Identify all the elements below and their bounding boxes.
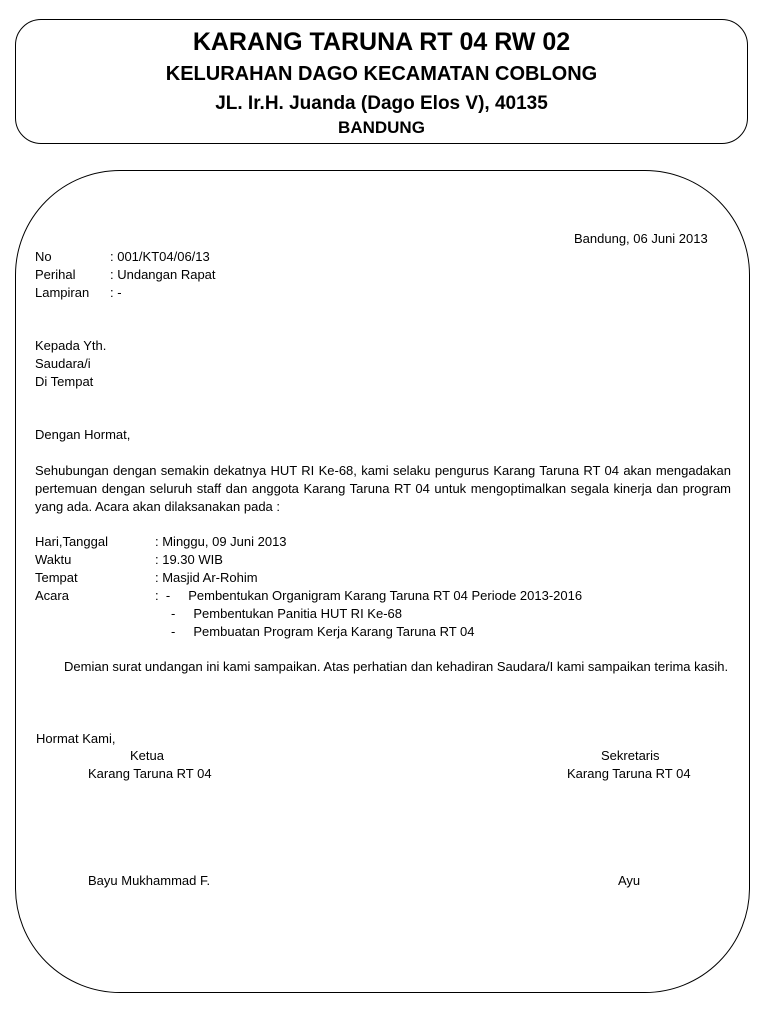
meta-value-lampiran: : - — [110, 285, 122, 300]
meta-value-perihal: : Undangan Rapat — [110, 267, 216, 282]
letter-frame — [15, 170, 750, 993]
recipient-line: Kepada Yth. — [35, 338, 107, 353]
left-signatory-org: Karang Taruna RT 04 — [88, 766, 212, 781]
left-signatory-role: Ketua — [130, 748, 164, 763]
salutation: Hormat Kami, — [36, 731, 116, 746]
letterhead — [15, 19, 748, 144]
agenda-item: - Pembuatan Program Kerja Karang Taruna RT 04 — [171, 624, 475, 639]
right-signatory-role: Sekretaris — [601, 748, 660, 763]
detail-value: : Minggu, 09 Juni 2013 — [155, 534, 287, 549]
city-line: BANDUNG — [338, 118, 425, 137]
detail-label: Hari,Tanggal — [35, 534, 108, 549]
address-line: JL. Ir.H. Juanda (Dago Elos V), 40135 — [215, 93, 548, 114]
district-line: KELURAHAN DAGO KECAMATAN COBLONG — [165, 63, 598, 85]
detail-label: Tempat — [35, 570, 78, 585]
detail-label: Waktu — [35, 552, 72, 567]
meta-value-no: : 001/KT04/06/13 — [110, 249, 210, 264]
greeting: Dengan Hormat, — [35, 427, 131, 442]
meta-label-perihal: Perihal — [35, 267, 76, 282]
detail-value: : - Pembentukan Organigram Karang Taruna RT 04 Periode 2013-2016 — [155, 588, 583, 603]
right-signatory-org: Karang Taruna RT 04 — [567, 766, 691, 781]
meta-label-lampiran: Lampiran — [35, 285, 90, 300]
recipient-line: Saudara/i — [35, 356, 91, 371]
detail-value: : 19.30 WIB — [155, 552, 223, 567]
detail-value: : Masjid Ar-Rohim — [155, 570, 258, 585]
meta-label-no: No — [35, 249, 52, 264]
org-name: KARANG TARUNA RT 04 RW 02 — [192, 28, 571, 56]
intro-paragraph: Sehubungan dengan semakin dekatnya HUT RI Ke-68, kami selaku pengurus Karang Taruna RT 04 akan mengadakan pertemuan dengan seluruh staff dan anggota Karang Taruna RT 04 untuk mengoptimalkan segala kinerja dan program yang ada. Acara akan dilaksanakan pada : — [35, 463, 731, 514]
right-signatory-name: Ayu — [618, 873, 641, 888]
detail-label: Acara — [35, 588, 69, 603]
closing-paragraph: Demian surat undangan ini kami sampaikan. Atas perhatian dan kehadiran Saudara/I kami sampaikan terima kasih. — [64, 659, 729, 674]
agenda-item: - Pembentukan Panitia HUT RI Ke-68 — [171, 606, 402, 621]
place-date: Bandung, 06 Juni 2013 — [574, 231, 708, 246]
left-signatory-name: Bayu Mukhammad F. — [88, 873, 211, 888]
recipient-line: Di Tempat — [35, 374, 94, 389]
